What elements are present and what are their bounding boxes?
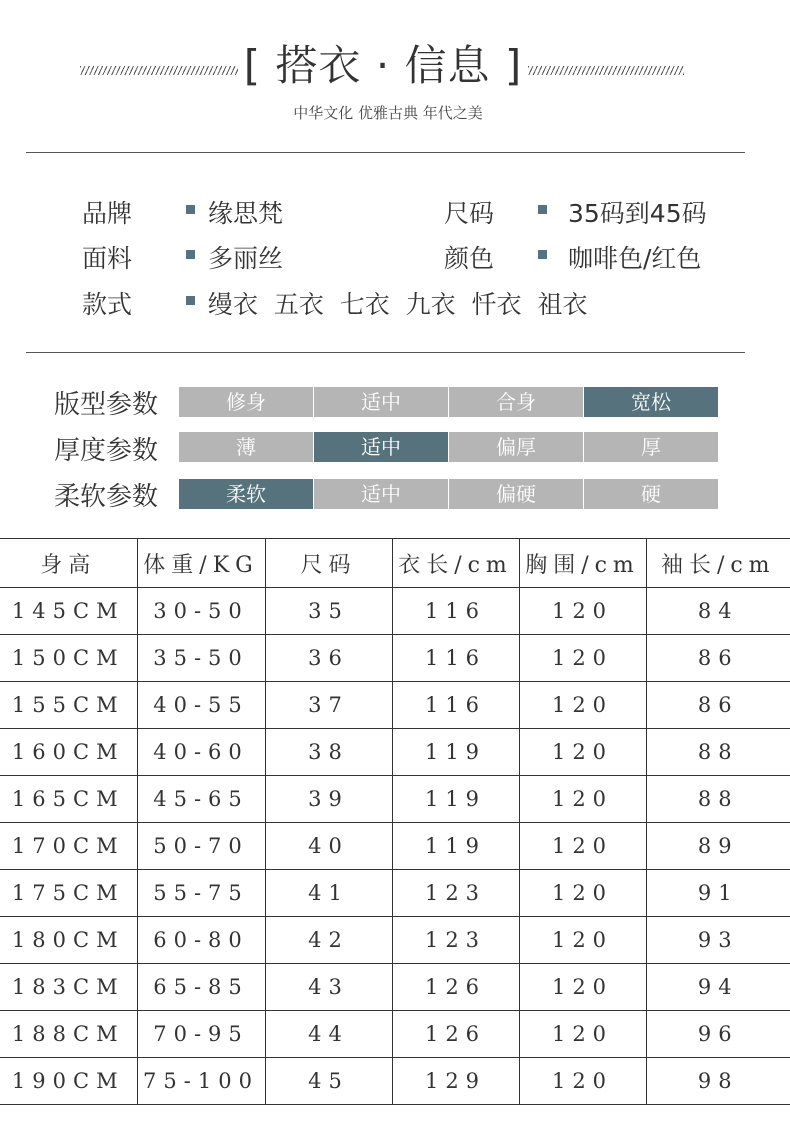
cell-size: 43 <box>265 964 392 1011</box>
color-label: 颜色 <box>444 244 495 273</box>
cell-sleeve: 84 <box>646 588 790 635</box>
param-label-fit: 版型参数 <box>54 390 159 420</box>
cell-height: 160CM <box>0 729 137 776</box>
table-row <box>0 1011 790 1058</box>
style-value: 缦衣 五衣 七衣 九衣 忏衣 祖衣 <box>208 290 588 319</box>
table-row <box>0 870 790 917</box>
fabric-label: 面料 <box>82 244 133 273</box>
brand-value: 缘思梵 <box>208 199 284 228</box>
softness-option-stiffish: 偏硬 <box>449 479 583 509</box>
cell-sleeve: 88 <box>646 729 790 776</box>
color-bullet-icon <box>538 250 547 259</box>
thickness-option-thin: 薄 <box>179 432 313 462</box>
cell-bust: 120 <box>519 823 646 870</box>
thickness-option-thickish: 偏厚 <box>449 432 583 462</box>
fit-option-regular: 合身 <box>449 387 583 417</box>
cell-weight: 60-80 <box>137 917 265 964</box>
cell-height: 165CM <box>0 776 137 823</box>
cell-size: 44 <box>265 1011 392 1058</box>
thickness-option-moderate: 适中 <box>314 432 448 462</box>
cell-weight: 50-70 <box>137 823 265 870</box>
softness-option-moderate: 适中 <box>314 479 448 509</box>
table-row <box>0 1058 790 1105</box>
cell-height: 183CM <box>0 964 137 1011</box>
cell-size: 40 <box>265 823 392 870</box>
cell-height: 150CM <box>0 635 137 682</box>
size-value: 35码到45码 <box>568 199 707 228</box>
cell-size: 35 <box>265 588 392 635</box>
fit-option-moderate: 适中 <box>314 387 448 417</box>
cell-bust: 120 <box>519 776 646 823</box>
header-length: 衣长/cm <box>392 539 519 588</box>
page-subtitle: 中华文化 优雅古典 年代之美 <box>293 104 483 122</box>
cell-length: 116 <box>392 682 519 729</box>
param-label-thickness: 厚度参数 <box>54 436 159 466</box>
cell-height: 180CM <box>0 917 137 964</box>
cell-length: 126 <box>392 964 519 1011</box>
decorative-hatch-right <box>528 66 684 75</box>
cell-weight: 70-95 <box>137 1011 265 1058</box>
cell-length: 119 <box>392 729 519 776</box>
cell-sleeve: 91 <box>646 870 790 917</box>
cell-bust: 120 <box>519 1058 646 1105</box>
cell-sleeve: 88 <box>646 776 790 823</box>
table-row <box>0 776 790 823</box>
header-bust: 胸围/cm <box>519 539 646 588</box>
cell-size: 37 <box>265 682 392 729</box>
fabric-value: 多丽丝 <box>208 244 284 273</box>
table-header-row <box>0 539 790 588</box>
cell-length: 116 <box>392 635 519 682</box>
cell-sleeve: 96 <box>646 1011 790 1058</box>
color-value: 咖啡色/红色 <box>568 244 702 273</box>
fit-option-slim: 修身 <box>179 387 313 417</box>
page-title: [ 搭衣 · 信息 ] <box>243 41 523 90</box>
fit-option-loose: 宽松 <box>584 387 718 417</box>
cell-height: 170CM <box>0 823 137 870</box>
cell-size: 42 <box>265 917 392 964</box>
cell-bust: 120 <box>519 1011 646 1058</box>
divider-top <box>26 152 745 153</box>
header-size: 尺码 <box>265 539 392 588</box>
table-row <box>0 588 790 635</box>
cell-length: 119 <box>392 823 519 870</box>
size-table <box>0 538 790 1105</box>
softness-option-soft: 柔软 <box>179 479 313 509</box>
cell-weight: 55-75 <box>137 870 265 917</box>
cell-length: 116 <box>392 588 519 635</box>
cell-bust: 120 <box>519 682 646 729</box>
cell-size: 41 <box>265 870 392 917</box>
cell-size: 45 <box>265 1058 392 1105</box>
cell-length: 119 <box>392 776 519 823</box>
cell-size: 39 <box>265 776 392 823</box>
thickness-option-thick: 厚 <box>584 432 718 462</box>
param-label-softness: 柔软参数 <box>54 482 159 512</box>
cell-height: 145CM <box>0 588 137 635</box>
brand-label: 品牌 <box>82 199 133 228</box>
cell-length: 129 <box>392 1058 519 1105</box>
cell-height: 175CM <box>0 870 137 917</box>
cell-bust: 120 <box>519 729 646 776</box>
cell-bust: 120 <box>519 917 646 964</box>
cell-sleeve: 93 <box>646 917 790 964</box>
cell-weight: 65-85 <box>137 964 265 1011</box>
cell-sleeve: 86 <box>646 635 790 682</box>
size-bullet-icon <box>538 205 547 214</box>
table-row <box>0 823 790 870</box>
cell-bust: 120 <box>519 870 646 917</box>
table-row <box>0 917 790 964</box>
cell-length: 126 <box>392 1011 519 1058</box>
cell-height: 188CM <box>0 1011 137 1058</box>
cell-bust: 120 <box>519 964 646 1011</box>
cell-size: 38 <box>265 729 392 776</box>
cell-weight: 40-55 <box>137 682 265 729</box>
decorative-hatch-left <box>80 66 238 75</box>
cell-weight: 75-100 <box>137 1058 265 1105</box>
cell-weight: 40-60 <box>137 729 265 776</box>
table-row <box>0 964 790 1011</box>
cell-bust: 120 <box>519 635 646 682</box>
header-sleeve: 袖长/cm <box>646 539 790 588</box>
cell-bust: 120 <box>519 588 646 635</box>
cell-length: 123 <box>392 917 519 964</box>
softness-option-stiff: 硬 <box>584 479 718 509</box>
table-row <box>0 682 790 729</box>
style-bullet-icon <box>186 296 195 305</box>
fabric-bullet-icon <box>186 250 195 259</box>
cell-sleeve: 86 <box>646 682 790 729</box>
table-row <box>0 729 790 776</box>
brand-bullet-icon <box>186 205 195 214</box>
table-row <box>0 635 790 682</box>
cell-size: 36 <box>265 635 392 682</box>
cell-weight: 35-50 <box>137 635 265 682</box>
divider-middle <box>26 352 745 353</box>
style-label: 款式 <box>82 290 133 319</box>
cell-length: 123 <box>392 870 519 917</box>
cell-height: 190CM <box>0 1058 137 1105</box>
cell-sleeve: 89 <box>646 823 790 870</box>
cell-weight: 45-65 <box>137 776 265 823</box>
cell-sleeve: 94 <box>646 964 790 1011</box>
cell-weight: 30-50 <box>137 588 265 635</box>
size-label: 尺码 <box>444 199 495 228</box>
header-weight: 体重/KG <box>137 539 265 588</box>
header-height: 身高 <box>0 539 137 588</box>
cell-sleeve: 98 <box>646 1058 790 1105</box>
cell-height: 155CM <box>0 682 137 729</box>
